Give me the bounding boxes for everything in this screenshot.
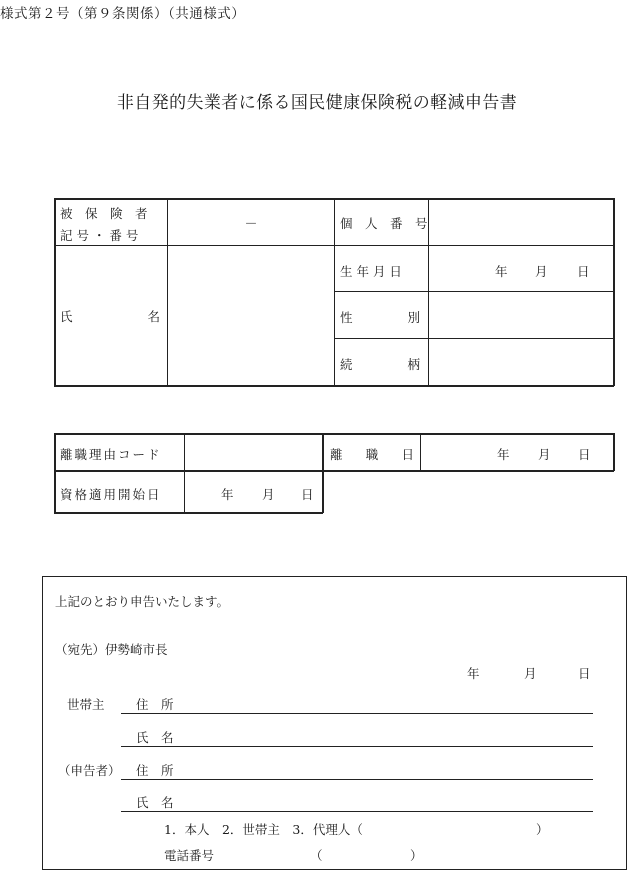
gender-label-part1: 性 — [340, 310, 353, 325]
birth-year-label: 年 — [495, 264, 508, 279]
householder-address-line[interactable] — [121, 713, 593, 714]
birthdate-label: 生 年 月 日 — [340, 264, 402, 279]
declaration-intro: 上記のとおり申告いたします。 — [55, 594, 230, 609]
individual-number-field[interactable] — [429, 199, 613, 245]
insured-number-field[interactable] — [168, 199, 334, 245]
birth-day-label: 日 — [577, 264, 590, 279]
separation-month-label: 月 — [538, 447, 551, 462]
addressee: （宛先）伊勢崎市長 — [55, 642, 168, 657]
gender-label-part2: 別 — [407, 310, 420, 325]
start-year-label: 年 — [221, 487, 234, 502]
relationship-label-part1: 続 — [340, 357, 353, 372]
form-title: 非自発的失業者に係る国民健康保険税の軽減申告書 — [116, 93, 518, 113]
declarant-relation-options: 1．本人 2．世帯主 3．代理人（ — [164, 822, 363, 837]
separation-reason-code-label: 離職理由コード — [60, 447, 162, 462]
start-month-label: 月 — [262, 487, 275, 502]
householder-name-label: 氏 名 — [136, 730, 174, 745]
separation-date-label-part2: 職 — [365, 447, 379, 462]
coverage-start-date-label: 資格適用開始日 — [60, 487, 162, 502]
individual-number-label: 個 人 番 号 — [340, 216, 428, 231]
separation-date-label — [330, 445, 414, 463]
coverage-start-date-field[interactable] — [185, 472, 322, 512]
gender-label — [340, 308, 420, 326]
name-label-part1: 氏 — [60, 309, 73, 324]
gender-field[interactable] — [429, 292, 613, 338]
start-day-label: 日 — [301, 487, 314, 502]
name-label — [60, 307, 160, 325]
declarant-name-label: 氏 名 — [136, 795, 174, 810]
insured-number-dash: － — [244, 216, 258, 232]
declarant-address-line[interactable] — [121, 779, 593, 780]
separation-year-label: 年 — [497, 447, 510, 462]
declaration-month-label: 月 — [524, 666, 537, 681]
separation-date-field[interactable] — [421, 434, 613, 470]
insured-number-label-line2: 記 号 ・ 番 号 — [60, 228, 139, 243]
name-field[interactable] — [168, 246, 334, 385]
relationship-field[interactable] — [429, 339, 613, 385]
separation-date-label-part1: 離 — [330, 447, 343, 462]
declarant-name-line[interactable] — [121, 811, 593, 812]
birth-month-label: 月 — [535, 264, 548, 279]
declaration-day-label: 日 — [578, 666, 591, 681]
separation-reason-code-field[interactable] — [185, 434, 322, 470]
declaration-year-label: 年 — [467, 666, 480, 681]
declarant-relation-close-paren: ） — [536, 822, 549, 837]
householder-name-line[interactable] — [121, 746, 593, 747]
householder-address-label: 住 所 — [136, 697, 174, 712]
relationship-label — [340, 355, 420, 373]
relationship-label-part2: 柄 — [407, 357, 420, 372]
declarant-address-label: 住 所 — [136, 763, 174, 778]
name-label-part2: 名 — [147, 309, 160, 324]
phone-close-paren: ） — [410, 848, 423, 863]
separation-date-label-part3: 日 — [401, 447, 414, 462]
householder-label: 世帯主 — [67, 697, 105, 712]
insured-number-label-line1: 被 保 険 者 — [60, 206, 148, 221]
birthdate-field[interactable] — [429, 246, 613, 291]
declarant-label: （申告者） — [58, 763, 121, 778]
phone-number-label: 電話番号 — [164, 848, 215, 863]
separation-day-label: 日 — [578, 447, 591, 462]
form-header: 様式第２号（第９条関係）（共通様式） — [0, 6, 246, 22]
phone-open-paren: （ — [310, 848, 323, 863]
